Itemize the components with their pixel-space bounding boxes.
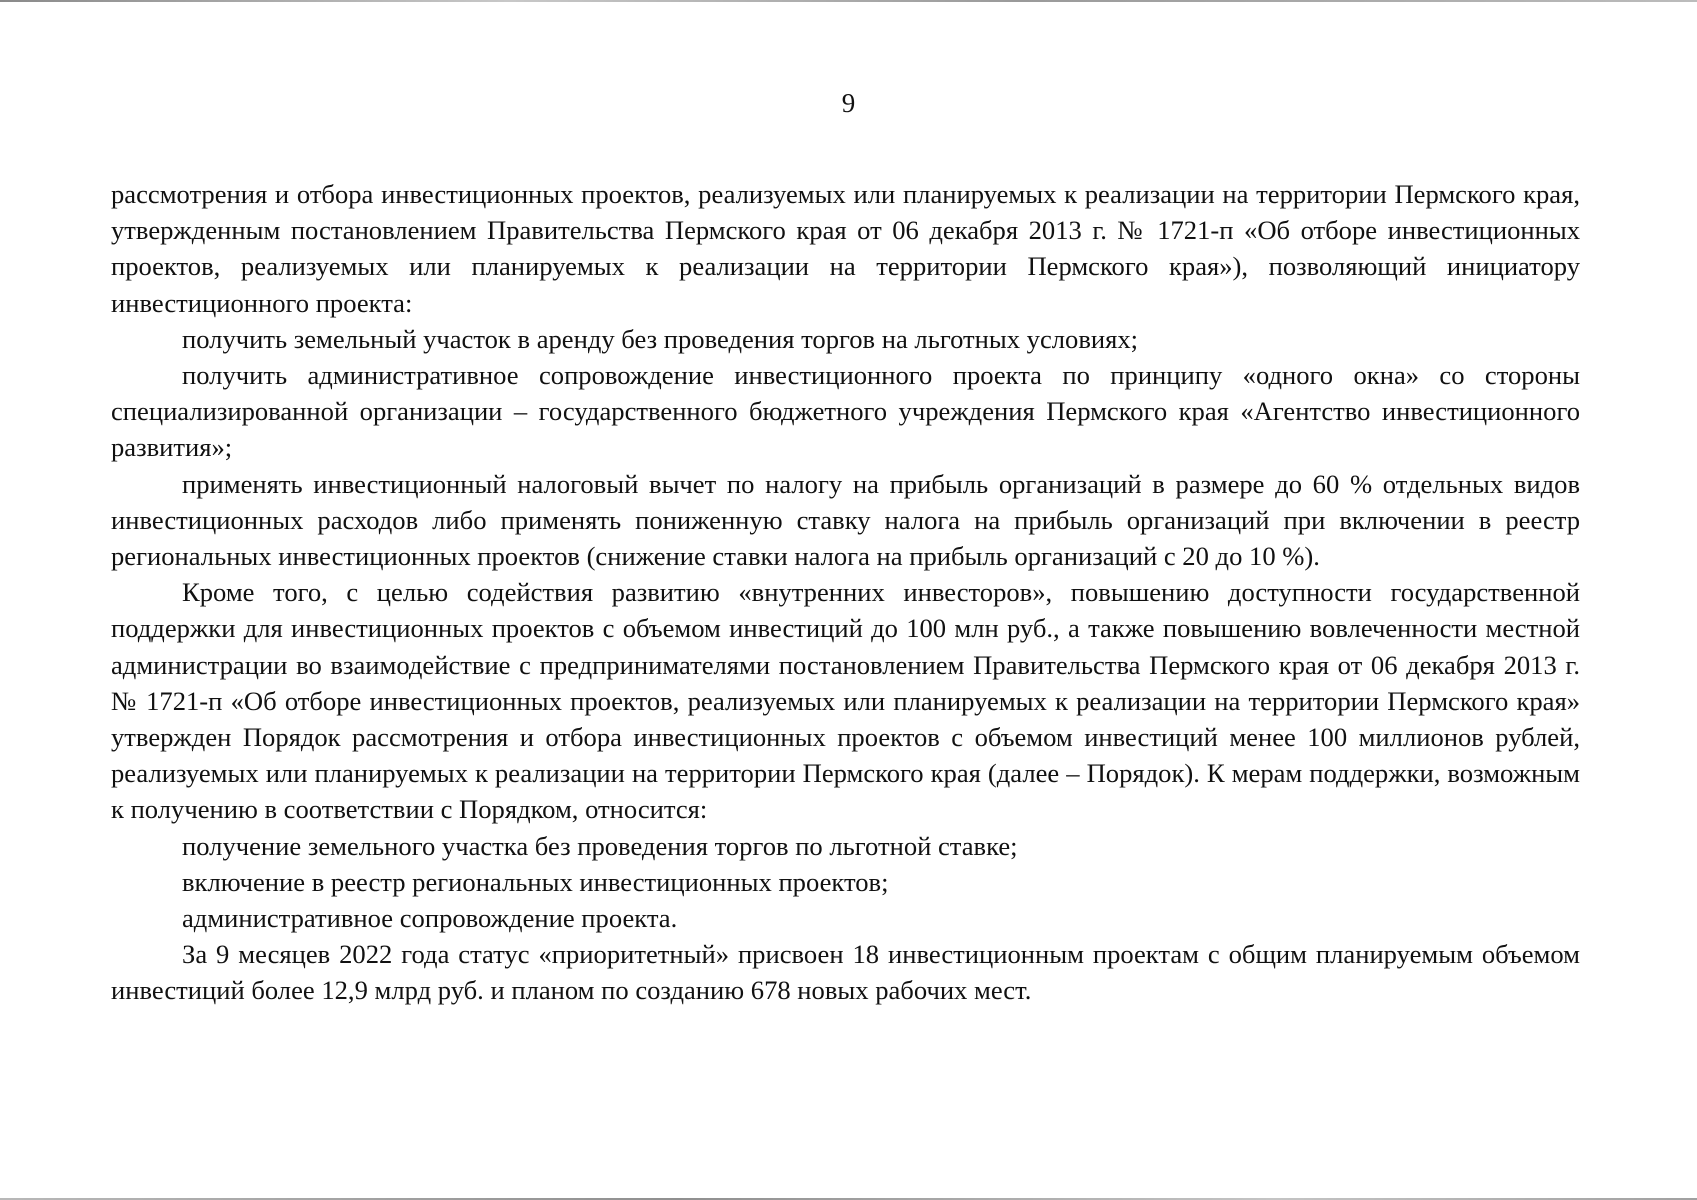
paragraph-continuation: рассмотрения и отбора инвестиционных проектов, реализуемых или планируемых к реализации на территории Пермского края, утвержденным постановлением Правительства Пермского края от 06 декабря 2013 г. № 1721-п «Об отборе инвестиционных проектов, реализуемых или планируемых к реализации на территории Пермского края»), позволяющий инициатору инвестиционного проекта: — [111, 179, 1580, 318]
paragraph-one-window-support: получить административное сопровождение инвестиционного проекта по принципу «одного окна» со стороны специализированной организации – государственного бюджетного учреждения Пермского края «Агентство инвестиционного развития»; — [111, 360, 1580, 463]
paragraph-registry-inclusion: включение в реестр региональных инвестиционных проектов; — [182, 866, 889, 897]
body-text — [111, 176, 1580, 1009]
page-number: 9 — [841, 88, 856, 118]
paragraph-land-preferential-rate: получение земельного участка без проведения торгов по льготной ставке; — [182, 830, 1018, 861]
paragraph-project-support: административное сопровождение проекта. — [182, 903, 678, 934]
paragraph-land-lease: получить земельный участок в аренду без проведения торгов на льготных условиях; — [182, 323, 1139, 354]
paragraph-priority-status-results: За 9 месяцев 2022 года статус «приоритетный» присвоен 18 инвестиционным проектам с общим планируемым объемом инвестиций более 12,9 млрд руб. и планом по созданию 678 новых рабочих мест. — [111, 939, 1580, 1006]
paragraph-internal-investors: Кроме того, с целью содействия развитию «внутренних инвесторов», повышению доступности государственной поддержки для инвестиционных проектов с объемом инвестиций до 100 млн руб., а также повышению вовлеченности местной администрации во взаимодействие с предпринимателями постановлением Правительства Пермского края от 06 декабря 2013 г. № 1721-п «Об отборе инвестиционных проектов, реализуемых или планируемых к реализации на территории Пермского края» утвержден Порядок рассмотрения и отбора инвестиционных проектов с объемом инвестиций менее 100 миллионов рублей, реализуемых или планируемых к реализации на территории Пермского края (далее – Порядок). К мерам поддержки, возможным к получению в соответствии с Порядком, относится: — [111, 577, 1580, 825]
paragraph-tax-deduction: применять инвестиционный налоговый вычет по налогу на прибыль организаций в размере до 60 % отдельных видов инвестиционных расходов либо применять пониженную ставку налога на прибыль организаций при включении в реестр региональных инвестиционных проектов (снижение ставки налога на прибыль организаций с 20 до 10 %). — [111, 468, 1580, 572]
scan-edge-top — [0, 0, 1697, 2]
